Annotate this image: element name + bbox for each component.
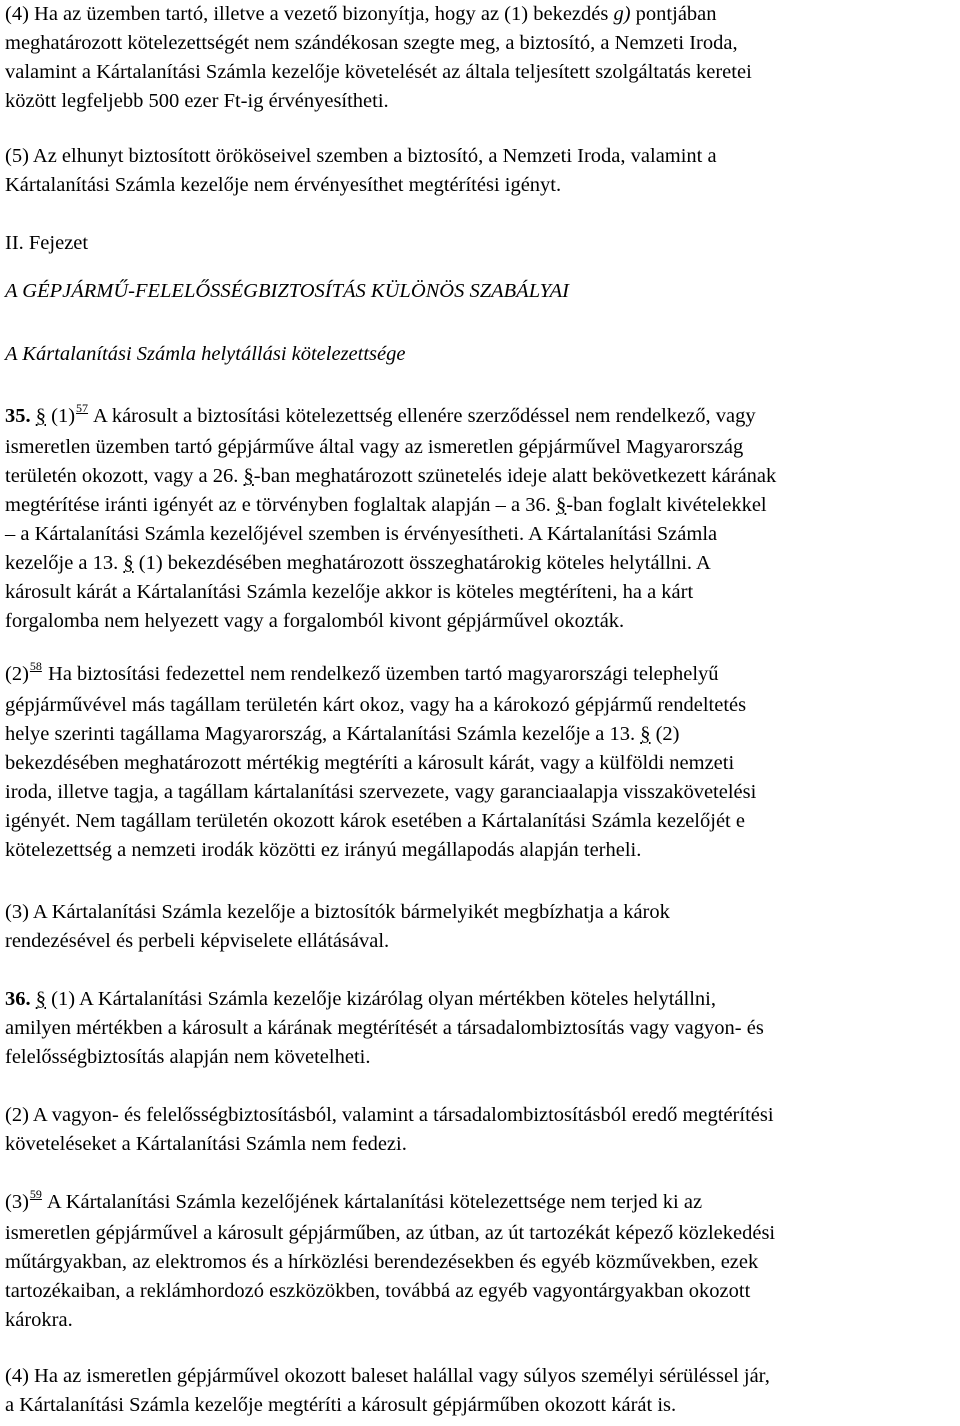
text-line	[5, 720, 955, 749]
chapter-label: II. Fejezet	[5, 232, 89, 254]
text-run: kezelője a 13.	[5, 552, 124, 574]
text-run: A Kártalanítási Számla kezelőjének kártalanítási kötelezettsége nem terjed ki az	[42, 1191, 703, 1213]
text-run: A károsult a biztosítási kötelezettség ellenére szerződéssel nem rendelkező, vagy	[89, 405, 756, 427]
text-line: követeléseket a Kártalanítási Számla nem fedezi.	[5, 1133, 407, 1155]
section-subtitle	[5, 340, 955, 369]
text-line: károkra.	[5, 1309, 73, 1331]
section-sign-link[interactable]: §	[640, 723, 651, 745]
text-line: (3) A Kártalanítási Számla kezelője a biztosítók bármelyikét megbízhatja a károk	[5, 901, 670, 923]
text-line: forgalomba nem helyezett vagy a forgalomból kivont gépjárművel okozták.	[5, 610, 625, 632]
section-sign-link[interactable]: §	[556, 494, 567, 516]
paragraph-4-top	[5, 0, 955, 116]
section-36-paragraph-4	[5, 1362, 955, 1420]
text-run: (4) Ha az üzemben tartó, illetve a vezető bizonyítja, hogy az (1) bekezdés	[5, 3, 614, 25]
chapter-title-text: A GÉPJÁRMŰ-FELELŐSSÉGBIZTOSÍTÁS KÜLÖNÖS SZABÁLYAI	[5, 280, 570, 302]
text-run: (1) A Kártalanítási Számla kezelője kizárólag olyan mértékben köteles helytállni,	[46, 988, 716, 1010]
text-line: rendezésével és perbeli képviselete ellátásával.	[5, 930, 390, 952]
text-run: -ban foglalt kivételekkel	[566, 494, 767, 516]
text-run: (1) bekezdésében meghatározott összeghatárokig köteles helytállni. A	[133, 552, 711, 574]
text-line	[5, 462, 955, 491]
text-line: meghatározott kötelezettségét nem szándékosan szegte meg, a biztosító, a Nemzeti Iroda,	[5, 32, 738, 54]
section-number: 36.	[5, 988, 31, 1010]
text-line: (4) Ha az ismeretlen gépjárművel okozott baleset halállal vagy súlyos személyi sérüléssel jár,	[5, 1365, 770, 1387]
text-line: – a Kártalanítási Számla kezelőjével szemben is érvényesítheti. A Kártalanítási Számla	[5, 523, 718, 545]
section-36-paragraph-3	[5, 1188, 955, 1335]
subtitle-text: A Kártalanítási Számla helytállási kötelezettsége	[5, 343, 406, 365]
text-line: valamint a Kártalanítási Számla kezelője követelését az általa teljesített szolgáltatás keretei	[5, 61, 752, 83]
text-run: (2)	[5, 663, 29, 685]
text-line	[5, 491, 955, 520]
text-line	[5, 660, 955, 691]
text-run: (3)	[5, 1191, 29, 1213]
footnote-link[interactable]: 59	[29, 1187, 42, 1201]
point-ref-g: g)	[613, 3, 631, 25]
footnote-link[interactable]: 57	[76, 401, 89, 415]
text-line	[5, 549, 955, 578]
text-line: károsult kárát a Kártalanítási Számla kezelője akkor is köteles megtéríteni, ha a kárt	[5, 581, 694, 603]
text-line: ismeretlen üzemben tartó gépjárműve által vagy az ismeretlen gépjárművel Magyarország	[5, 436, 744, 458]
section-35-paragraph-3	[5, 898, 955, 956]
text-line: ismeretlen gépjárművel a károsult gépjárműben, az útban, az út tartozékát képező közlekedési	[5, 1222, 776, 1244]
text-line: felelősségbiztosítás alapján nem követelheti.	[5, 1046, 371, 1068]
section-sign-link[interactable]: §	[123, 552, 134, 574]
text-line: amilyen mértékben a károsult a kárának megtérítését a társadalombiztosítás vagy vagyon- és	[5, 1017, 764, 1039]
text-run: pontjában	[630, 3, 717, 25]
text-run: területén okozott, vagy a 26.	[5, 465, 244, 487]
text-line: bekezdésében meghatározott mértékig megtéríti a károsult kárát, vagy a külföldi nemzeti	[5, 752, 735, 774]
chapter-heading	[5, 229, 955, 258]
text-line: műtárgyakban, az elektromos és a hírközlési berendezésekben és egyéb közművekben, ezek	[5, 1251, 759, 1273]
text-line: között legfeljebb 500 ezer Ft-ig érvényesítheti.	[5, 90, 389, 112]
text-line	[5, 0, 955, 29]
section-36-paragraph-2	[5, 1101, 955, 1159]
section-sign-link[interactable]: §	[35, 988, 46, 1010]
text-run: Ha biztosítási fedezettel nem rendelkező üzemben tartó magyarországi telephelyű	[42, 663, 719, 685]
text-line: Kártalanítási Számla kezelője nem érvényesíthet megtérítési igényt.	[5, 174, 562, 196]
paragraph-5-top	[5, 142, 955, 200]
text-run: (1)	[46, 405, 76, 427]
text-line: (2) A vagyon- és felelősségbiztosításból, valamint a társadalombiztosításból eredő megtérítési	[5, 1104, 774, 1126]
text-line: (5) Az elhunyt biztosított örököseivel szemben a biztosító, a Nemzeti Iroda, valamint a	[5, 145, 717, 167]
chapter-title	[5, 277, 955, 306]
text-line	[5, 402, 955, 433]
footnote-link[interactable]: 58	[29, 659, 42, 673]
text-line	[5, 985, 955, 1014]
section-sign-link[interactable]: §	[35, 405, 46, 427]
text-line: gépjárművével más tagállam területén kárt okoz, vagy ha a károkozó gépjármű rendeltetés	[5, 694, 747, 716]
text-run: helye szerinti tagállama Magyarország, a Kártalanítási Számla kezelője a 13.	[5, 723, 641, 745]
text-line: igényét. Nem tagállam területén okozott károk esetében a Kártalanítási Számla kezelőjét e	[5, 810, 745, 832]
text-run: (2)	[650, 723, 680, 745]
text-line	[5, 1188, 955, 1219]
text-run: megtérítése iránti igényét az e törvényben foglaltak alapján – a 36.	[5, 494, 556, 516]
section-35-paragraph-2	[5, 660, 955, 865]
section-36-paragraph-1	[5, 985, 955, 1072]
text-line: tartozékaiban, a reklámhordozó eszközökben, továbbá az egyéb vagyontárgyakban okozott	[5, 1280, 751, 1302]
section-35-paragraph-1	[5, 402, 955, 636]
section-number: 35.	[5, 405, 31, 427]
section-sign-link[interactable]: §	[243, 465, 254, 487]
text-line: a Kártalanítási Számla kezelője megtéríti a károsult gépjárműben okozott kárát is.	[5, 1394, 677, 1416]
text-line: kötelezettség a nemzeti irodák közötti ez irányú megállapodás alapján terheli.	[5, 839, 642, 861]
text-run: -ban meghatározott szünetelés ideje alatt bekövetkezett kárának	[253, 465, 777, 487]
text-line: iroda, illetve tagja, a tagállam kártalanítási szervezete, vagy garanciaalapja visszakövetelési	[5, 781, 757, 803]
